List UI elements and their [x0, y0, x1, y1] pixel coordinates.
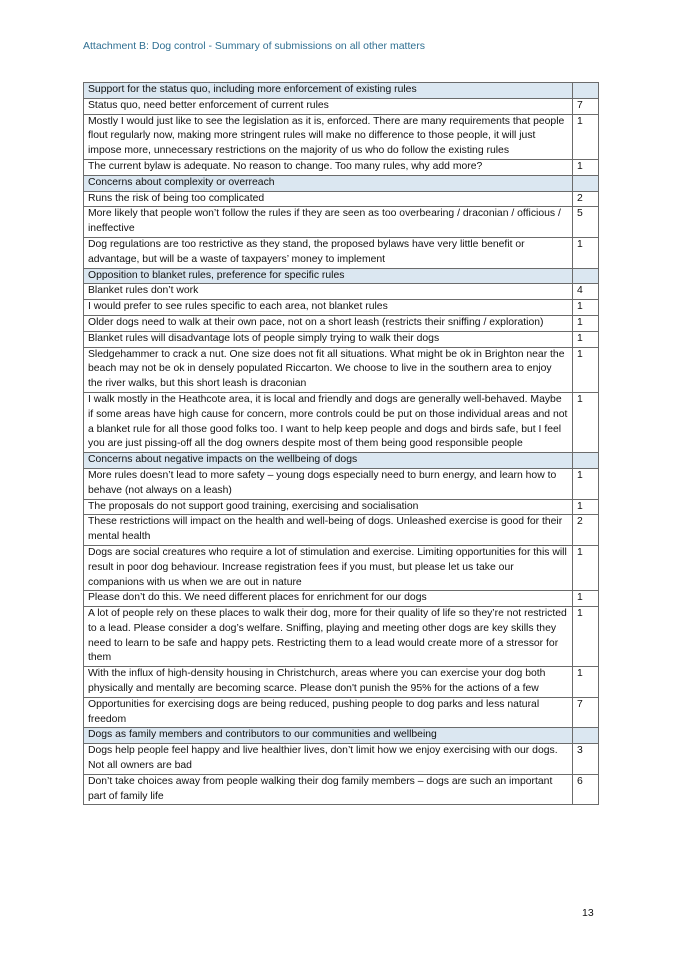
section-heading: Dogs as family members and contributors to our communities and wellbeing — [84, 728, 573, 744]
submission-count: 1 — [573, 331, 599, 347]
table-row — [84, 98, 599, 114]
submission-count: 3 — [573, 744, 599, 775]
submission-count: 1 — [573, 667, 599, 698]
table-row — [84, 499, 599, 515]
submission-text: Dog regulations are too restrictive as they stand, the proposed bylaws have very little benefit or advantage, but will be a waste of taxpayers’ money to implement — [84, 237, 573, 268]
submission-count — [573, 268, 599, 284]
table-row — [84, 315, 599, 331]
submission-text: Dogs help people feel happy and live healthier lives, don’t limit how we enjoy exercising with our dogs. Not all owners are bad — [84, 744, 573, 775]
submission-text: The current bylaw is adequate. No reason to change. Too many rules, why add more? — [84, 159, 573, 175]
submission-count: 5 — [573, 207, 599, 238]
section-heading-row — [84, 83, 599, 99]
submission-count: 1 — [573, 237, 599, 268]
submission-text: Status quo, need better enforcement of current rules — [84, 98, 573, 114]
section-heading: Support for the status quo, including more enforcement of existing rules — [84, 83, 573, 99]
page-number: 13 — [582, 907, 594, 919]
submission-text: Blanket rules don’t work — [84, 284, 573, 300]
submission-text: I walk mostly in the Heathcote area, it is local and friendly and dogs are generally well-behaved. Maybe if some areas have high cause for concern, more controls could be put on those individual areas and not a blanket rule for all those good folks too. I want to help keep people and dogs and birds safe, but I feel you are just pissing-off all the dog owners despite most of them being good responsible people — [84, 392, 573, 452]
page-header: Attachment B: Dog control - Summary of submissions on all other matters — [83, 40, 425, 52]
table-row — [84, 774, 599, 805]
submission-text: With the influx of high-density housing in Christchurch, areas where you can exercise your dog both physically and mentally are becoming scarce. Please don't punish the 95% for the actions of a few — [84, 667, 573, 698]
submission-text: The proposals do not support good training, exercising and socialisation — [84, 499, 573, 515]
submission-count: 4 — [573, 284, 599, 300]
submission-count: 2 — [573, 515, 599, 546]
submission-text: Older dogs need to walk at their own pace, not on a short leash (restricts their sniffing / exploration) — [84, 315, 573, 331]
submission-count: 1 — [573, 468, 599, 499]
table-body — [84, 83, 599, 805]
table-row — [84, 159, 599, 175]
submission-count: 1 — [573, 159, 599, 175]
table-row — [84, 191, 599, 207]
submission-text: Don’t take choices away from people walking their dog family members – dogs are such an important part of family life — [84, 774, 573, 805]
submission-count: 1 — [573, 392, 599, 452]
table-row — [84, 300, 599, 316]
submission-text: Runs the risk of being too complicated — [84, 191, 573, 207]
submission-text: More likely that people won’t follow the rules if they are seen as too overbearing / draconian / officious / ineffective — [84, 207, 573, 238]
submission-count: 7 — [573, 98, 599, 114]
submission-text: Blanket rules will disadvantage lots of people simply trying to walk their dogs — [84, 331, 573, 347]
submission-count: 1 — [573, 300, 599, 316]
submission-count — [573, 83, 599, 99]
submission-count: 1 — [573, 591, 599, 607]
submission-text: Dogs are social creatures who require a lot of stimulation and exercise. Limiting opportunities for this will result in poor dog behaviour. Increase registration fees if you must, but please let us take our companions with us when we are out in nature — [84, 545, 573, 590]
submission-count — [573, 728, 599, 744]
submissions-table — [83, 82, 599, 805]
table-row — [84, 667, 599, 698]
table-row — [84, 468, 599, 499]
submission-count: 1 — [573, 347, 599, 392]
submission-count: 1 — [573, 114, 599, 159]
table-row — [84, 545, 599, 590]
section-heading: Concerns about negative impacts on the wellbeing of dogs — [84, 453, 573, 469]
submission-text: Opportunities for exercising dogs are being reduced, pushing people to dog parks and less natural freedom — [84, 697, 573, 728]
table-row — [84, 237, 599, 268]
table-row — [84, 207, 599, 238]
submission-count: 1 — [573, 607, 599, 667]
table-row — [84, 331, 599, 347]
submission-text: Mostly I would just like to see the legislation as it is, enforced. There are many requirements that people flout regularly now, making more stringent rules will make no difference to those people, it will just impose more, unnecessary restrictions on the majority of us who do follow the existing rules — [84, 114, 573, 159]
submission-text: Please don’t do this. We need different places for enrichment for our dogs — [84, 591, 573, 607]
submission-count: 7 — [573, 697, 599, 728]
table-row — [84, 114, 599, 159]
table-row — [84, 744, 599, 775]
table-row — [84, 607, 599, 667]
section-heading-row — [84, 175, 599, 191]
table-row — [84, 697, 599, 728]
submission-count: 1 — [573, 499, 599, 515]
table-row — [84, 515, 599, 546]
submission-count — [573, 453, 599, 469]
submission-text: A lot of people rely on these places to walk their dog, more for their quality of life so they’re not restricted to a lead. Please consider a dog’s welfare. Sniffing, playing and meeting other dogs are key skills they need to learn to be safe and happy pets. Restricting them to a lead would create more of a stressor for them — [84, 607, 573, 667]
submission-text: These restrictions will impact on the health and well-being of dogs. Unleashed exercise is good for their mental health — [84, 515, 573, 546]
section-heading-row — [84, 728, 599, 744]
table-row — [84, 591, 599, 607]
section-heading: Concerns about complexity or overreach — [84, 175, 573, 191]
submission-count: 1 — [573, 315, 599, 331]
table-row — [84, 347, 599, 392]
section-heading: Opposition to blanket rules, preference for specific rules — [84, 268, 573, 284]
submission-count: 6 — [573, 774, 599, 805]
section-heading-row — [84, 268, 599, 284]
submission-text: More rules doesn’t lead to more safety – young dogs especially need to burn energy, and learn how to behave (not always on a leash) — [84, 468, 573, 499]
submission-count: 1 — [573, 545, 599, 590]
submission-count: 2 — [573, 191, 599, 207]
table-row — [84, 392, 599, 452]
submission-count — [573, 175, 599, 191]
submission-text: I would prefer to see rules specific to each area, not blanket rules — [84, 300, 573, 316]
submission-text: Sledgehammer to crack a nut. One size does not fit all situations. What might be ok in Brighton near the beach may not be ok in densely populated Riccarton. We choose to live in the southern area to enjoy the river walks, but this short leash is draconian — [84, 347, 573, 392]
table-row — [84, 284, 599, 300]
section-heading-row — [84, 453, 599, 469]
